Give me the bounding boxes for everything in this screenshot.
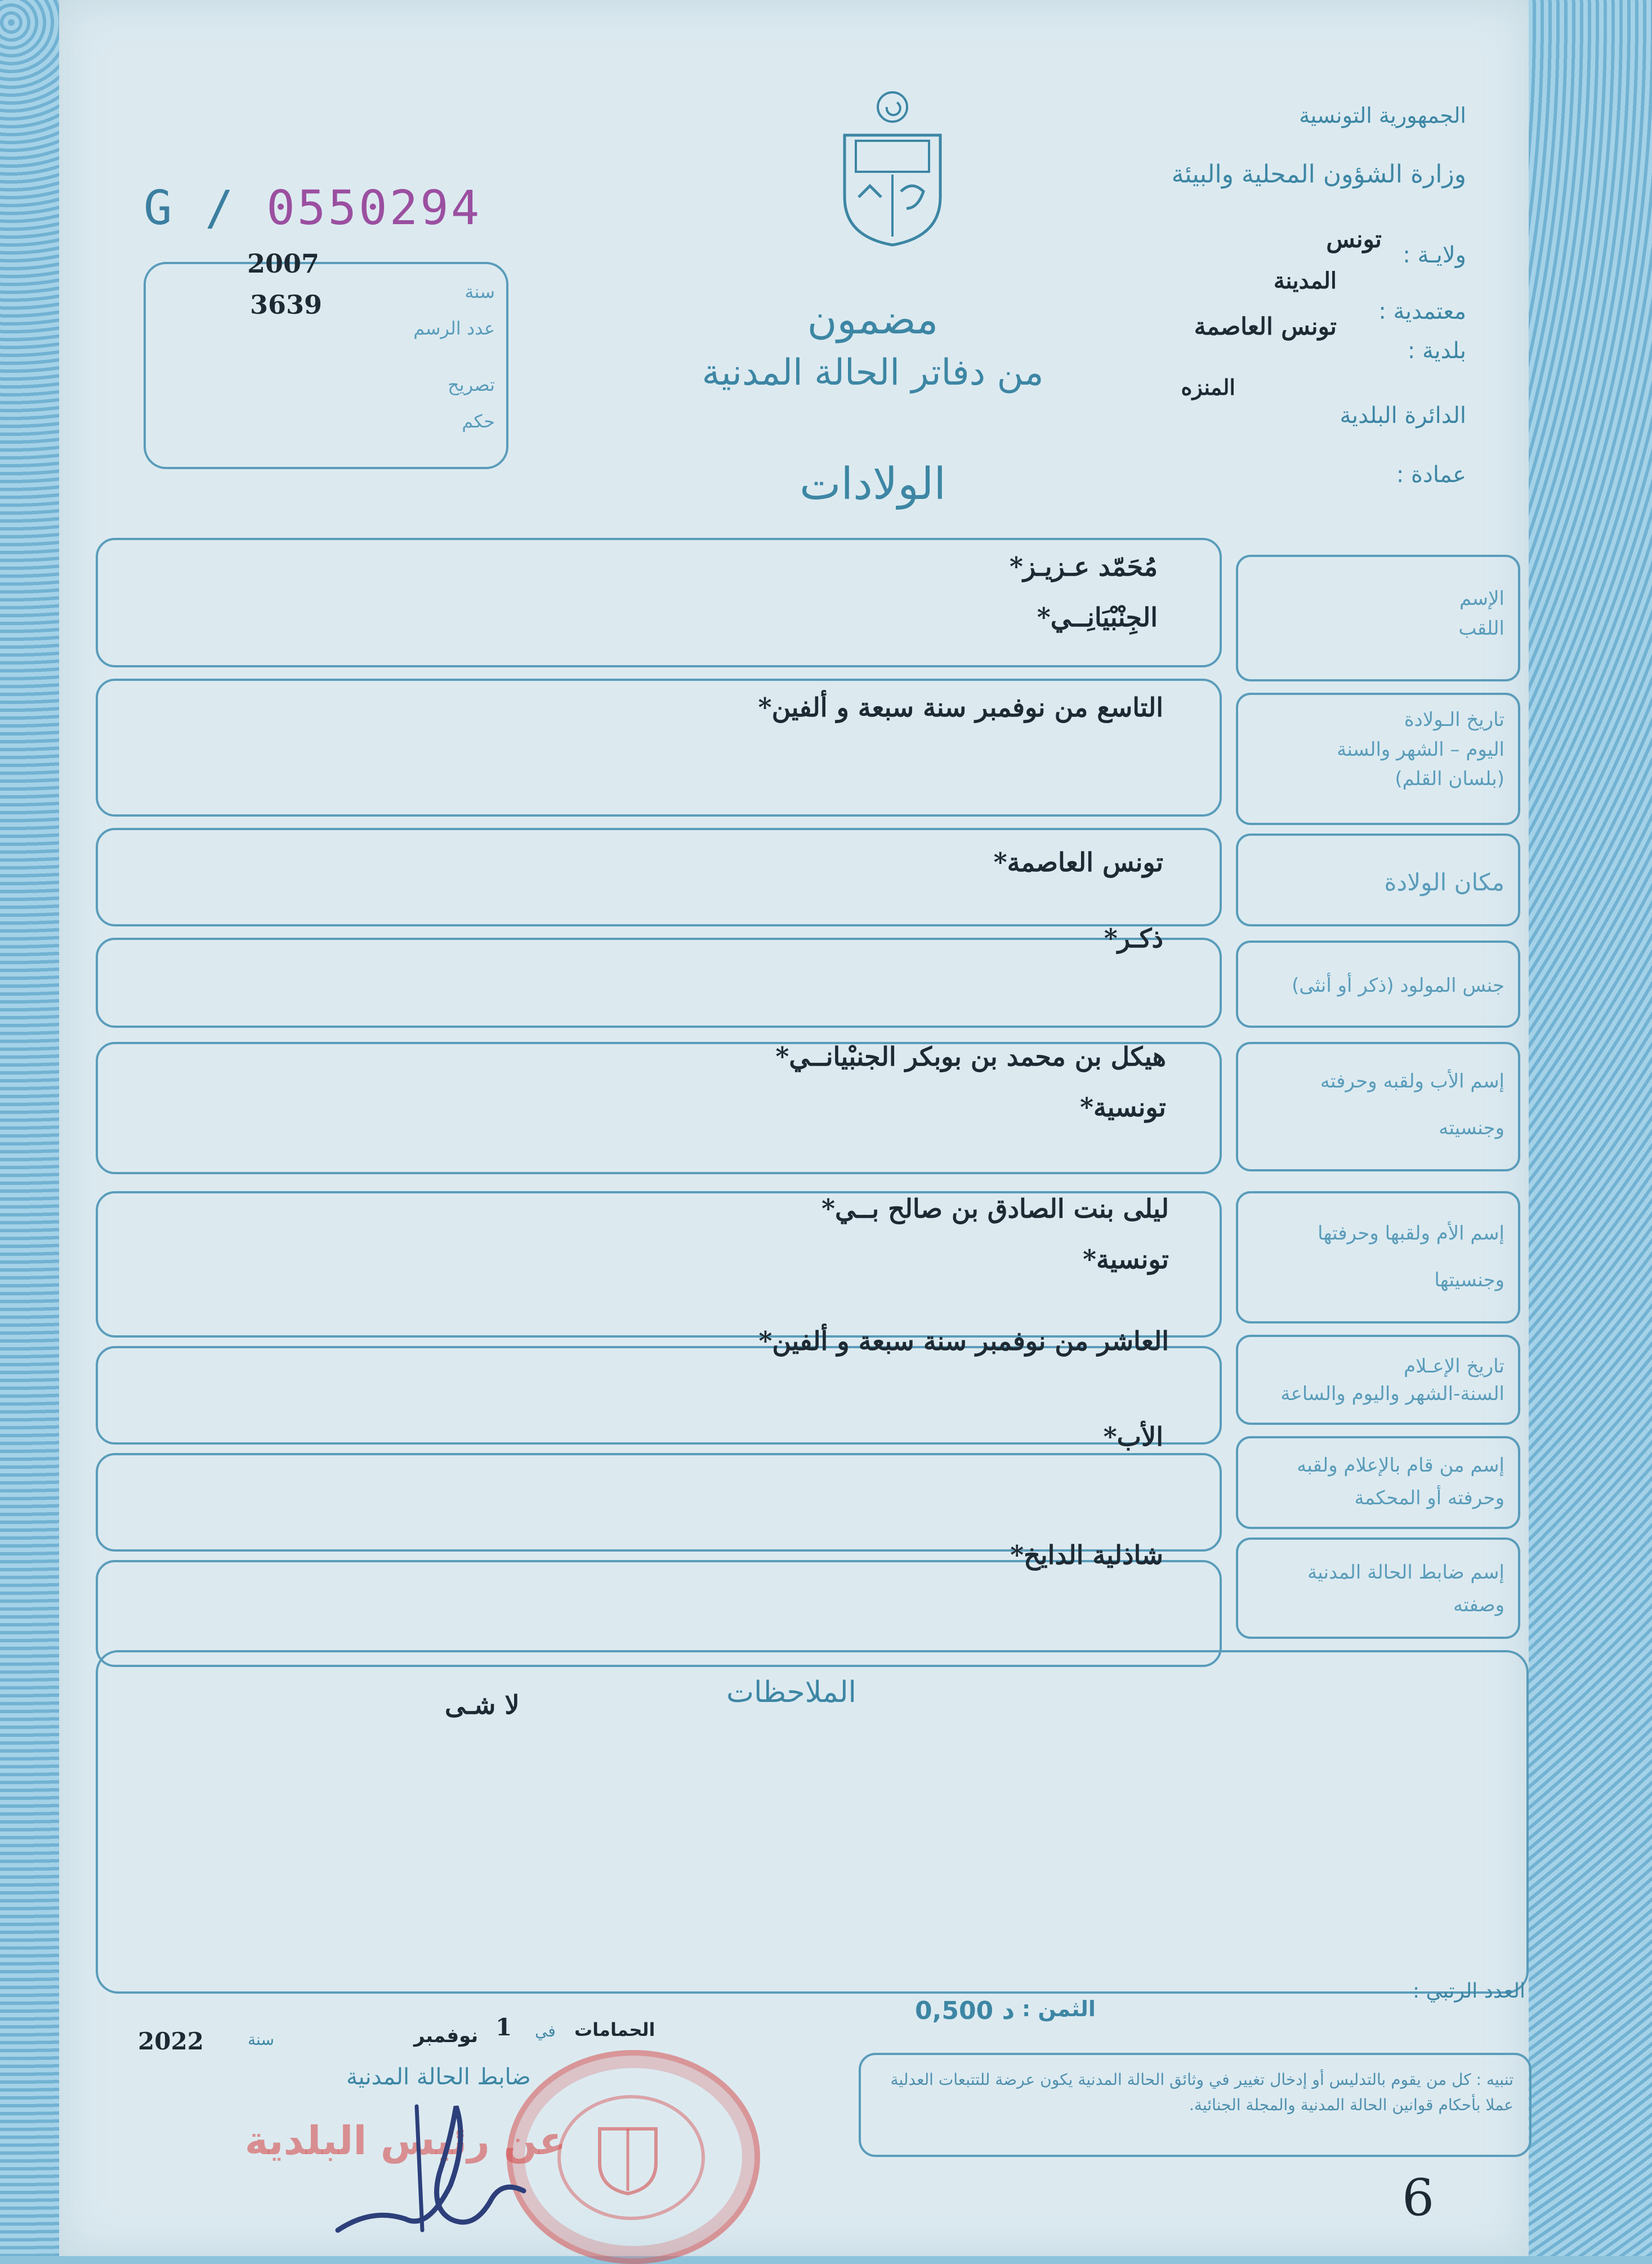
sex-label-box (1236, 941, 1520, 1028)
register-year-value: 2007 (247, 248, 320, 279)
officer-signature-label: ضابط الحالة المدنية (346, 2064, 531, 2090)
birth-date-value: التاسع من نوفمبر سنة سبعة و ألفين* (758, 692, 1163, 723)
declarant-sub-label: وحرفته أو المحكمة (1354, 1486, 1504, 1509)
register-number-value: 3639 (250, 289, 323, 320)
declaration-date-value: العاشر من نوفمبر سنة سبعة و ألفين* (758, 1326, 1169, 1356)
coat-of-arms-icon (833, 84, 952, 248)
declaration-date-value-box (96, 1326, 1222, 1445)
registers-title: من دفاتر الحالة المدنية (702, 352, 1044, 394)
first-name-value: مُحَمّد عـزيـز* (1009, 551, 1158, 582)
issue-place: الحمامات (574, 2019, 655, 2040)
father-nationality-label: وجنسيته (1439, 1116, 1504, 1139)
delegation-value: المدينة (1273, 268, 1337, 294)
officer-label: إسم ضابط الحالة المدنية (1307, 1561, 1504, 1584)
surname-label: اللقب (1458, 617, 1504, 640)
mother-value-box (96, 1191, 1222, 1338)
declarant-label-box (1236, 1436, 1520, 1529)
issue-year: 2022 (138, 2027, 204, 2055)
declaration-date-sub-label: السنة-الشهر واليوم والساعة (1280, 1383, 1504, 1406)
birth-date-label-box (1236, 693, 1520, 825)
remarks-value: لا شـى (445, 1690, 520, 1720)
serial-number-label: العدد الرتبي : (1412, 1980, 1525, 2003)
handwritten-signature (315, 2084, 552, 2253)
declaration-date-label-box (1236, 1335, 1520, 1425)
mother-label-box (1236, 1191, 1520, 1323)
issue-month: نوفمبر (414, 2025, 479, 2047)
father-value-box (96, 1042, 1222, 1174)
birth-date-label: تاريخ الـولادة (1404, 708, 1504, 731)
sex-value: ذكـر* (1104, 923, 1163, 953)
mother-nationality-label: وجنسيتها (1434, 1268, 1504, 1291)
birth-place-value: تونس العاصمة* (993, 847, 1163, 877)
declarant-label: إسم من قام بالإعلام ولقبه (1297, 1454, 1504, 1477)
issue-year-label: سنة (248, 2030, 274, 2049)
municipality-label: بلدية : (1407, 338, 1466, 364)
name-label-box (1236, 555, 1520, 681)
register-number-label: عدد الرسم (413, 318, 495, 339)
mother-name-value: ليلى بنت الصادق بن صالح بــي* (821, 1193, 1169, 1224)
birth-place-value-box (96, 828, 1222, 926)
register-year-label: سنة (465, 281, 495, 302)
declarant-value-box (96, 1421, 1222, 1552)
document-serial (144, 180, 481, 235)
father-label: إسم الأب ولقبه وحرفته (1320, 1070, 1504, 1093)
birth-place-label-box (1236, 834, 1520, 926)
issue-day: 1 (495, 2013, 512, 2041)
birth-date-note-label: (بلسان القلم) (1395, 768, 1504, 791)
birth-place-label: مكان الولادة (1384, 868, 1504, 896)
father-name-value: هيكل بن محمد بن بوبكر الجنبْيانــي* (775, 1041, 1166, 1072)
officer-label-box (1236, 1537, 1520, 1639)
municipality-stamp: عن رئيس البلدية (244, 2118, 566, 2164)
mother-label: إسم الأم ولقبها وحرفتها (1318, 1222, 1504, 1245)
extract-title: مضمون (807, 296, 939, 343)
legal-notice: تنبيه : كل من يقوم بالتدليس أو إدخال تغيير في وثائق الحالة المدنية يكون عرضة للتتبعات العدلية عملا بأحكام قوانين الحالة المدنية والمجلة الجنائية. (859, 2053, 1532, 2157)
births-title: الولادات (799, 459, 946, 510)
declaration-date-label: تاريخ الإعـلام (1404, 1355, 1504, 1378)
municipality-value: تونس العاصمة (1194, 313, 1337, 340)
issue-in-word: في (535, 2022, 556, 2040)
seal-emblem-icon (597, 2123, 659, 2196)
birth-date-value-box (96, 679, 1222, 817)
register-box (144, 248, 508, 469)
declaration-label: تصريح (448, 374, 495, 395)
omda-label: عمادة : (1396, 462, 1466, 488)
officer-sub-label: وصفته (1453, 1593, 1504, 1616)
father-label-box (1236, 1042, 1520, 1171)
republic-label: الجمهورية التونسية (1299, 103, 1466, 128)
sex-value-box (96, 923, 1222, 1028)
price-label: الثمن : (1022, 1996, 1096, 2021)
birth-date-sub-label: اليوم – الشهر والسنة (1337, 738, 1504, 761)
name-label: الإسم (1459, 587, 1504, 610)
serial-prefix: G / (144, 180, 236, 235)
declarant-value: الأب* (1103, 1421, 1163, 1452)
district-value: المنزه (1181, 375, 1235, 400)
sex-label: جنس المولود (ذكر أو أنثى) (1292, 974, 1504, 997)
mother-nationality-value: تونسية* (1082, 1244, 1169, 1274)
surname-value: الجِنْبْيَانِــي* (1037, 602, 1158, 632)
district-label: الدائرة البلدية (1340, 403, 1466, 429)
wilaya-label: ولايـة : (1403, 242, 1466, 268)
page-mark: 6 (1402, 2168, 1435, 2227)
judgment-label: حكم (462, 411, 495, 432)
name-value-box (96, 538, 1222, 667)
delegation-label: معتمدية : (1378, 298, 1466, 324)
price-value: 0,500 د (915, 1996, 1015, 2025)
ministry-label: وزارة الشؤون المحلية والبيئة (1171, 160, 1466, 189)
father-nationality-value: تونسية* (1079, 1092, 1166, 1122)
serial-number: 0550294 (266, 180, 482, 235)
wilaya-value: تونس (1326, 225, 1382, 253)
remarks-label: الملاحظات (726, 1675, 856, 1709)
officer-value: شاذلية الدايخ* (1010, 1540, 1163, 1570)
